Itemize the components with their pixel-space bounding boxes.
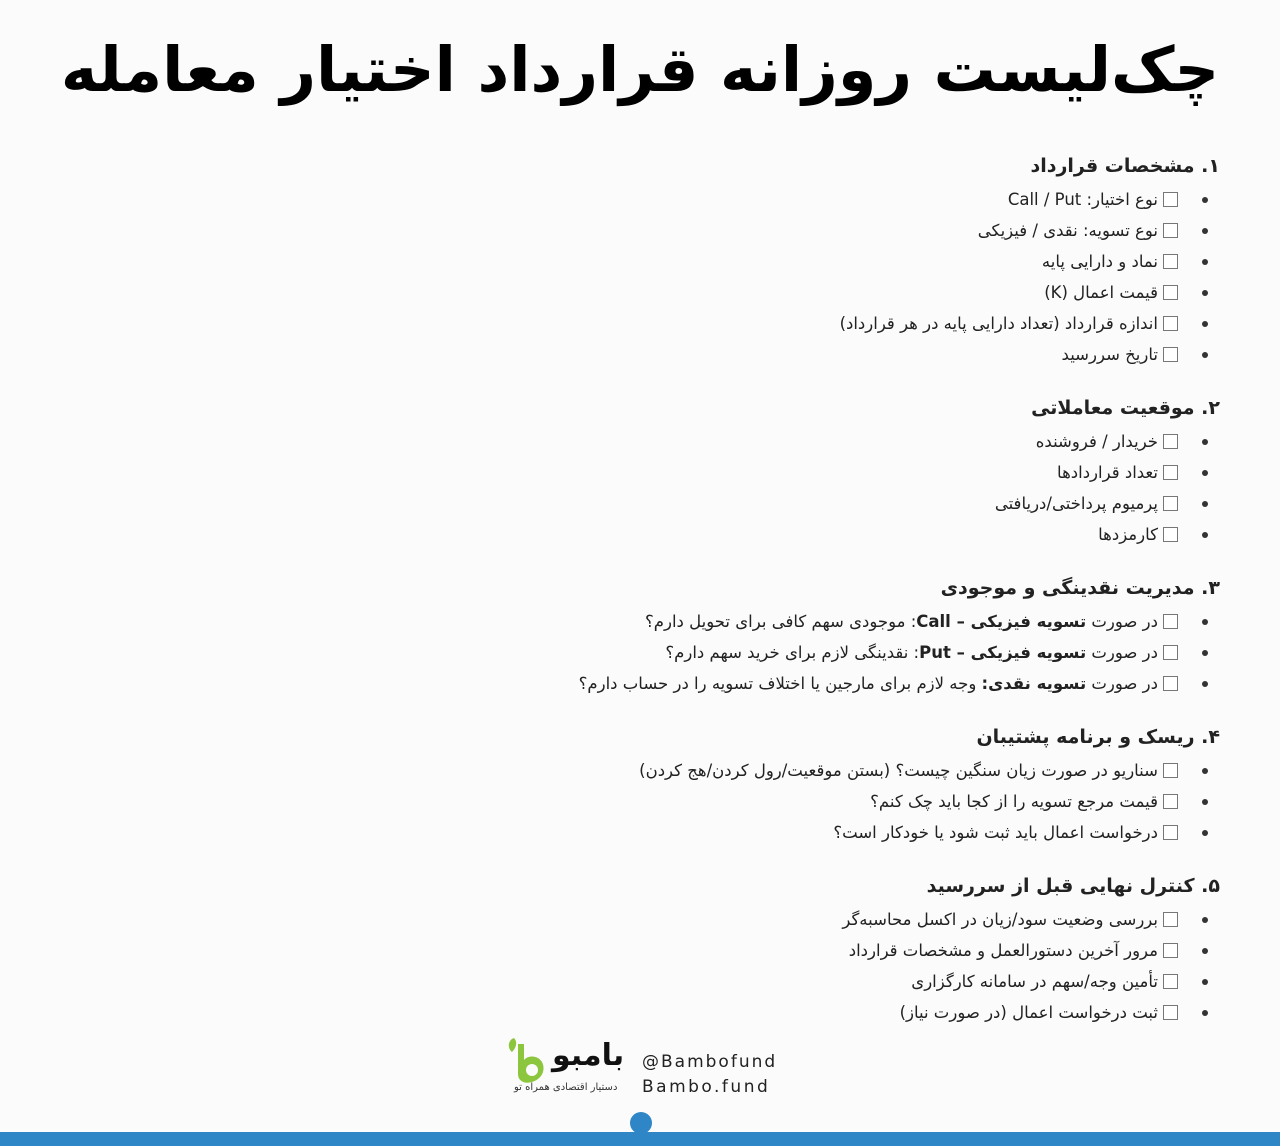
section-heading: ۴. ریسک و برنامه پشتیبان [976, 726, 1220, 748]
bambo-leaf-logo-icon [504, 1034, 552, 1086]
bottom-accent-bar [0, 1132, 1280, 1146]
checkbox-icon[interactable] [1163, 527, 1178, 542]
item-text: سناریو در صورت زیان سنگین چیست؟ (بستن موقعیت/رول کردن/هج کردن) [639, 761, 1158, 780]
checkbox-icon[interactable] [1163, 614, 1178, 629]
checkbox-icon[interactable] [1163, 645, 1178, 660]
checklist-item [460, 457, 1220, 488]
checklist [460, 152, 1220, 1052]
item-text: درخواست اعمال باید ثبت شود یا خودکار است؟ [833, 823, 1158, 842]
checklist-item [460, 935, 1220, 966]
checklist-item [460, 426, 1220, 457]
checklist-item [460, 246, 1220, 277]
section-heading: ۱. مشخصات قرارداد [1030, 155, 1220, 177]
bottom-bar-notch [630, 1112, 652, 1134]
checklist-items [460, 606, 1220, 699]
checklist-item [460, 817, 1220, 848]
item-text: در صورت [1086, 612, 1158, 631]
item-text: بررسی وضعیت سود/زیان در اکسل محاسبه‌گر [842, 910, 1158, 929]
item-text: مرور آخرین دستورالعمل و مشخصات قرارداد [848, 941, 1158, 960]
item-text: وجه لازم برای مارجین یا اختلاف تسویه را در حساب دارم؟ [578, 674, 982, 693]
checklist-items [460, 904, 1220, 1028]
item-text: در صورت [1086, 674, 1158, 693]
item-text: ثبت درخواست اعمال (در صورت نیاز) [899, 1003, 1158, 1022]
checkbox-icon[interactable] [1163, 285, 1178, 300]
checklist-item [460, 755, 1220, 786]
checkbox-icon[interactable] [1163, 794, 1178, 809]
checklist-items [460, 426, 1220, 550]
item-text: قیمت اعمال [1067, 283, 1158, 302]
social-handle: @Bambofund [642, 1052, 778, 1072]
checklist-item [460, 786, 1220, 817]
logo-wordmark: بامبو [552, 1038, 625, 1073]
checkbox-icon[interactable] [1163, 254, 1178, 269]
item-text: کارمزدها [1098, 525, 1158, 544]
checklist-item [460, 277, 1220, 308]
checklist-item [460, 966, 1220, 997]
item-text: تعداد قراردادها [1057, 463, 1158, 482]
footer-branding [500, 1032, 790, 1102]
section-heading: ۳. مدیریت نقدینگی و موجودی [940, 577, 1220, 599]
item-text-bold: تسویه فیزیکی – Call [916, 612, 1087, 631]
item-text: خریدار / فروشنده [1035, 432, 1158, 451]
checkbox-icon[interactable] [1163, 192, 1178, 207]
checkbox-icon[interactable] [1163, 676, 1178, 691]
section-trading-position [460, 394, 1220, 550]
item-text: نوع اختیار: [1081, 190, 1158, 209]
logo-tagline: دستیار اقتصادی همراه تو [514, 1082, 618, 1093]
item-text: : نقدینگی لازم برای خرید سهم دارم؟ [665, 643, 920, 662]
checkbox-icon[interactable] [1163, 434, 1178, 449]
item-text-bold: تسویه نقدی: [981, 674, 1087, 693]
checkbox-icon[interactable] [1163, 316, 1178, 331]
item-text-bold: تسویه فیزیکی – Put [919, 643, 1087, 662]
item-text: در صورت [1086, 643, 1158, 662]
checkbox-icon[interactable] [1163, 912, 1178, 927]
item-text: پرمیوم پرداختی/دریافتی [994, 494, 1158, 513]
checkbox-icon[interactable] [1163, 223, 1178, 238]
website-link[interactable]: Bambo.fund [642, 1077, 771, 1097]
item-text: تأمین وجه/سهم در سامانه کارگزاری [911, 972, 1158, 991]
checklist-item [460, 668, 1220, 699]
checklist-items [460, 184, 1220, 370]
checklist-items [460, 755, 1220, 848]
checklist-item [460, 184, 1220, 215]
item-text: نماد و دارایی پایه [1041, 252, 1158, 271]
item-text: : موجودی سهم کافی برای تحویل دارم؟ [645, 612, 917, 631]
page-title: چک‌لیست روزانه قرارداد اختیار معامله [60, 33, 1220, 106]
checkbox-icon[interactable] [1163, 347, 1178, 362]
checklist-item [460, 637, 1220, 668]
checklist-item [460, 339, 1220, 370]
checklist-item [460, 519, 1220, 550]
item-text-latin: (K) [1044, 283, 1068, 302]
checklist-item [460, 997, 1220, 1028]
checklist-item [460, 308, 1220, 339]
section-risk-backup-plan [460, 723, 1220, 848]
section-liquidity-management [460, 574, 1220, 699]
checkbox-icon[interactable] [1163, 465, 1178, 480]
section-heading: ۵. کنترل نهایی قبل از سررسید [926, 875, 1220, 897]
item-text-latin: Call / Put [1007, 190, 1082, 209]
section-final-check [460, 872, 1220, 1028]
checkbox-icon[interactable] [1163, 763, 1178, 778]
checklist-item [460, 488, 1220, 519]
checkbox-icon[interactable] [1163, 825, 1178, 840]
checkbox-icon[interactable] [1163, 974, 1178, 989]
checkbox-icon[interactable] [1163, 496, 1178, 511]
section-heading: ۲. موقعیت معاملاتی [1031, 397, 1220, 419]
checkbox-icon[interactable] [1163, 943, 1178, 958]
item-text: تاریخ سررسید [1061, 345, 1158, 364]
item-text: اندازه قرارداد (تعداد دارایی پایه در هر قرارداد) [839, 314, 1158, 333]
item-text: قیمت مرجع تسویه را از کجا باید چک کنم؟ [870, 792, 1158, 811]
checklist-item [460, 215, 1220, 246]
checkbox-icon[interactable] [1163, 1005, 1178, 1020]
checklist-item [460, 606, 1220, 637]
checklist-item [460, 904, 1220, 935]
item-text: نوع تسویه: نقدی / فیزیکی [977, 221, 1158, 240]
section-contract-specs [460, 152, 1220, 370]
